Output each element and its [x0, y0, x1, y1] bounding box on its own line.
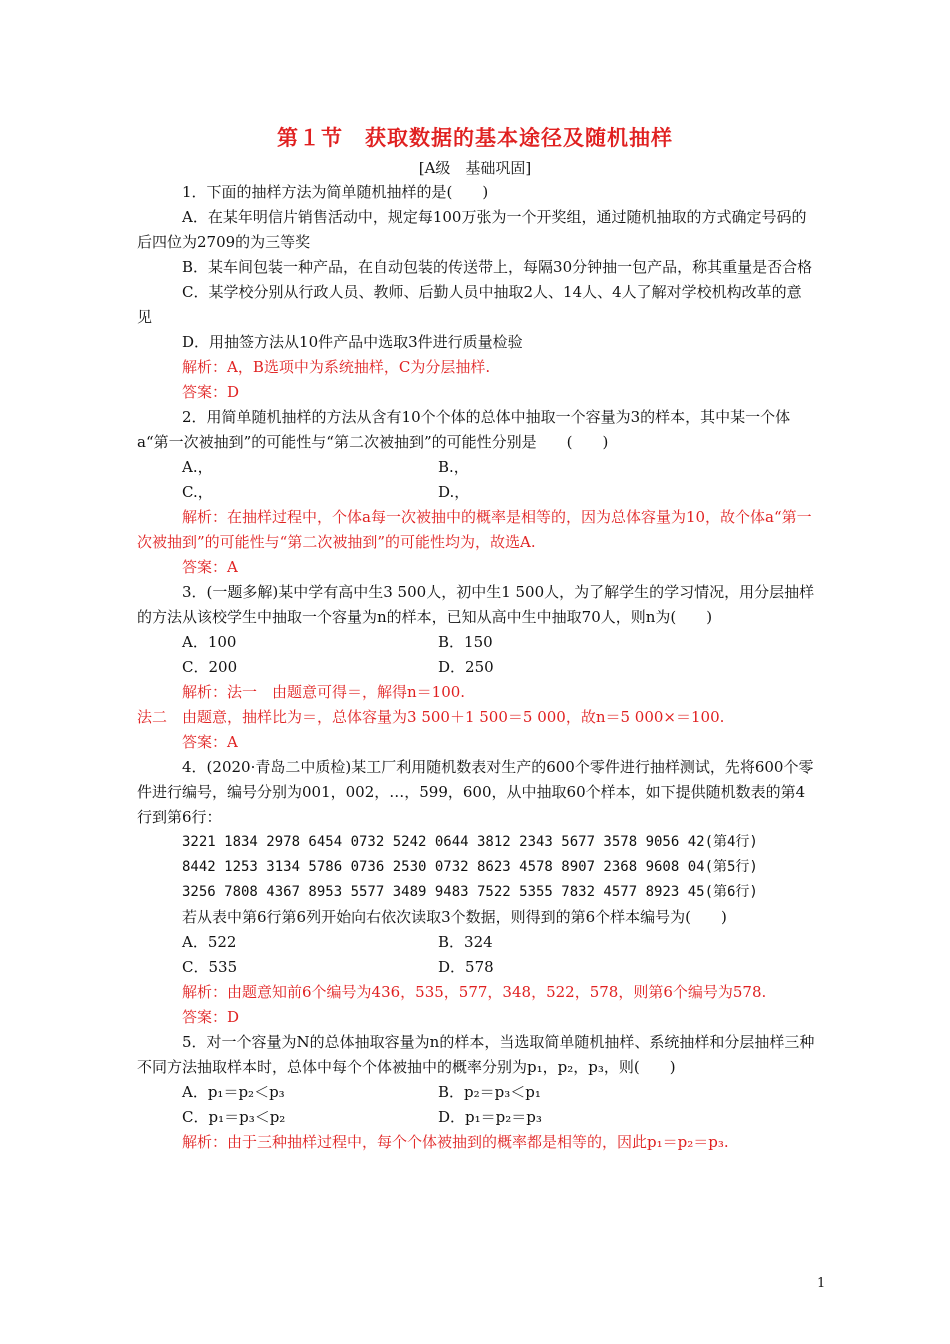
q3-option-b: B．150 — [438, 633, 493, 651]
q3-option-d: D．250 — [438, 658, 494, 676]
q4-answer: 答案：D — [182, 1008, 240, 1026]
q5-option-d: D．p₁＝p₂＝p₃ — [438, 1108, 542, 1126]
q4-options-row1 — [137, 930, 815, 955]
q1-option-b: B．某车间包装一种产品，在自动包装的传送带上，每隔30分钟抽一包产品，称其重量是否合格 — [182, 258, 813, 276]
q1-option-a: A．在某年明信片销售活动中，规定每100万张为一个开奖组，通过随机抽取的方式确定号码的后四位为2709的为三等奖 — [137, 208, 807, 251]
q2-options-row2 — [137, 480, 815, 505]
q4-option-d: D．578 — [438, 958, 494, 976]
q4-option-b: B．324 — [438, 933, 493, 951]
q4-analysis: 解析：由题意知前6个编号为436，535，577，348，522，578，则第6个编号为578. — [182, 983, 767, 1001]
q2-analysis: 解析：在抽样过程中，个体a每一次被抽中的概率是相等的，因为总体容量为10，故个体a“第一次被抽到”的可能性与“第二次被抽到”的可能性均为，故选A. — [137, 508, 812, 551]
q5-option-a: A．p₁＝p₂＜p₃ — [182, 1083, 285, 1101]
q1-option-c: C．某学校分别从行政人员、教师、后勤人员中抽取2人、14人、4人了解对学校机构改革的意见 — [137, 283, 802, 326]
content — [137, 180, 815, 1155]
q3-options-row2 — [137, 655, 815, 680]
q3-options-row1 — [137, 630, 815, 655]
q5-option-c: C．p₁＝p₃＜p₂ — [182, 1108, 286, 1126]
q1-stem: 1．下面的抽样方法为简单随机抽样的是( ) — [182, 183, 489, 201]
random-table-row-6: 3256 7808 4367 8953 5577 3489 9483 7522 5355 7832 4577 8923 45(第6行) — [182, 884, 758, 900]
q3-analysis-method1: 解析：法一 由题意可得＝，解得n＝100. — [182, 683, 466, 701]
q2-option-c: C.， — [182, 483, 213, 501]
q5-options-row2 — [137, 1105, 815, 1130]
q5-stem: 5．对一个容量为N的总体抽取容量为n的样本，当选取简单随机抽样、系统抽样和分层抽样三种不同方法抽取样本时，总体中每个个体被抽中的概率分别为p₁，p₂，p₃，则( ) — [137, 1033, 815, 1076]
q3-answer: 答案：A — [182, 733, 238, 751]
q1-analysis: 解析：A，B选项中为系统抽样，C为分层抽样. — [182, 358, 491, 376]
q5-analysis: 解析：由于三种抽样过程中，每个个体被抽到的概率都是相等的，因此p₁＝p₂＝p₃. — [182, 1133, 729, 1151]
q1-option-d: D．用抽签方法从10件产品中选取3件进行质量检验 — [182, 333, 523, 351]
q4-option-c: C．535 — [182, 958, 238, 976]
q4-option-a: A．522 — [182, 933, 237, 951]
q5-option-b: B．p₂＝p₃＜p₁ — [438, 1083, 541, 1101]
random-table-row-5: 8442 1253 3134 5786 0736 2530 0732 8623 4578 8907 2368 9608 04(第5行) — [182, 859, 758, 875]
q2-stem: 2．用简单随机抽样的方法从含有10个个体的总体中抽取一个容量为3的样本，其中某一个体a“第一次被抽到”的可能性与“第二次被抽到”的可能性分别是 ( ) — [137, 408, 791, 451]
page-title: 第１节 获取数据的基本途径及随机抽样 — [277, 126, 673, 150]
q1-answer: 答案：D — [182, 383, 240, 401]
q2-option-b: B.， — [438, 458, 469, 476]
q2-answer: 答案：A — [182, 558, 238, 576]
random-table-row-4: 3221 1834 2978 6454 0732 5242 0644 3812 2343 5677 3578 9056 42(第4行) — [182, 834, 758, 850]
q4-stem: 4．(2020·青岛二中质检)某工厂利用随机数表对生产的600个零件进行抽样测试，先将600个零件进行编号，编号分别为001，002，…，599，600，从中抽取60个样本，如下提供随机数表的第4行到第6行： — [137, 758, 814, 826]
q3-option-a: A．100 — [182, 633, 237, 651]
q2-options-row1 — [137, 455, 815, 480]
q5-options-row1 — [137, 1080, 815, 1105]
page-number: 1 — [817, 1276, 826, 1291]
q3-analysis-method2: 法二 由题意，抽样比为＝，总体容量为3 500＋1 500＝5 000，故n＝5 000×＝100. — [137, 708, 725, 726]
q3-stem: 3．(一题多解)某中学有高中生3 500人，初中生1 500人，为了解学生的学习情况，用分层抽样的方法从该校学生中抽取一个容量为n的样本，已知从高中生中抽取70人，则n为( ) — [137, 583, 815, 626]
q4-question: 若从表中第6行第6列开始向右依次读取3个数据，则得到的第6个样本编号为( ) — [182, 908, 727, 926]
q3-option-c: C．200 — [182, 658, 238, 676]
q2-option-d: D.， — [438, 483, 470, 501]
q4-options-row2 — [137, 955, 815, 980]
section-subtitle: [A级 基础巩固] — [418, 159, 532, 177]
q2-option-a: A.， — [182, 458, 213, 476]
